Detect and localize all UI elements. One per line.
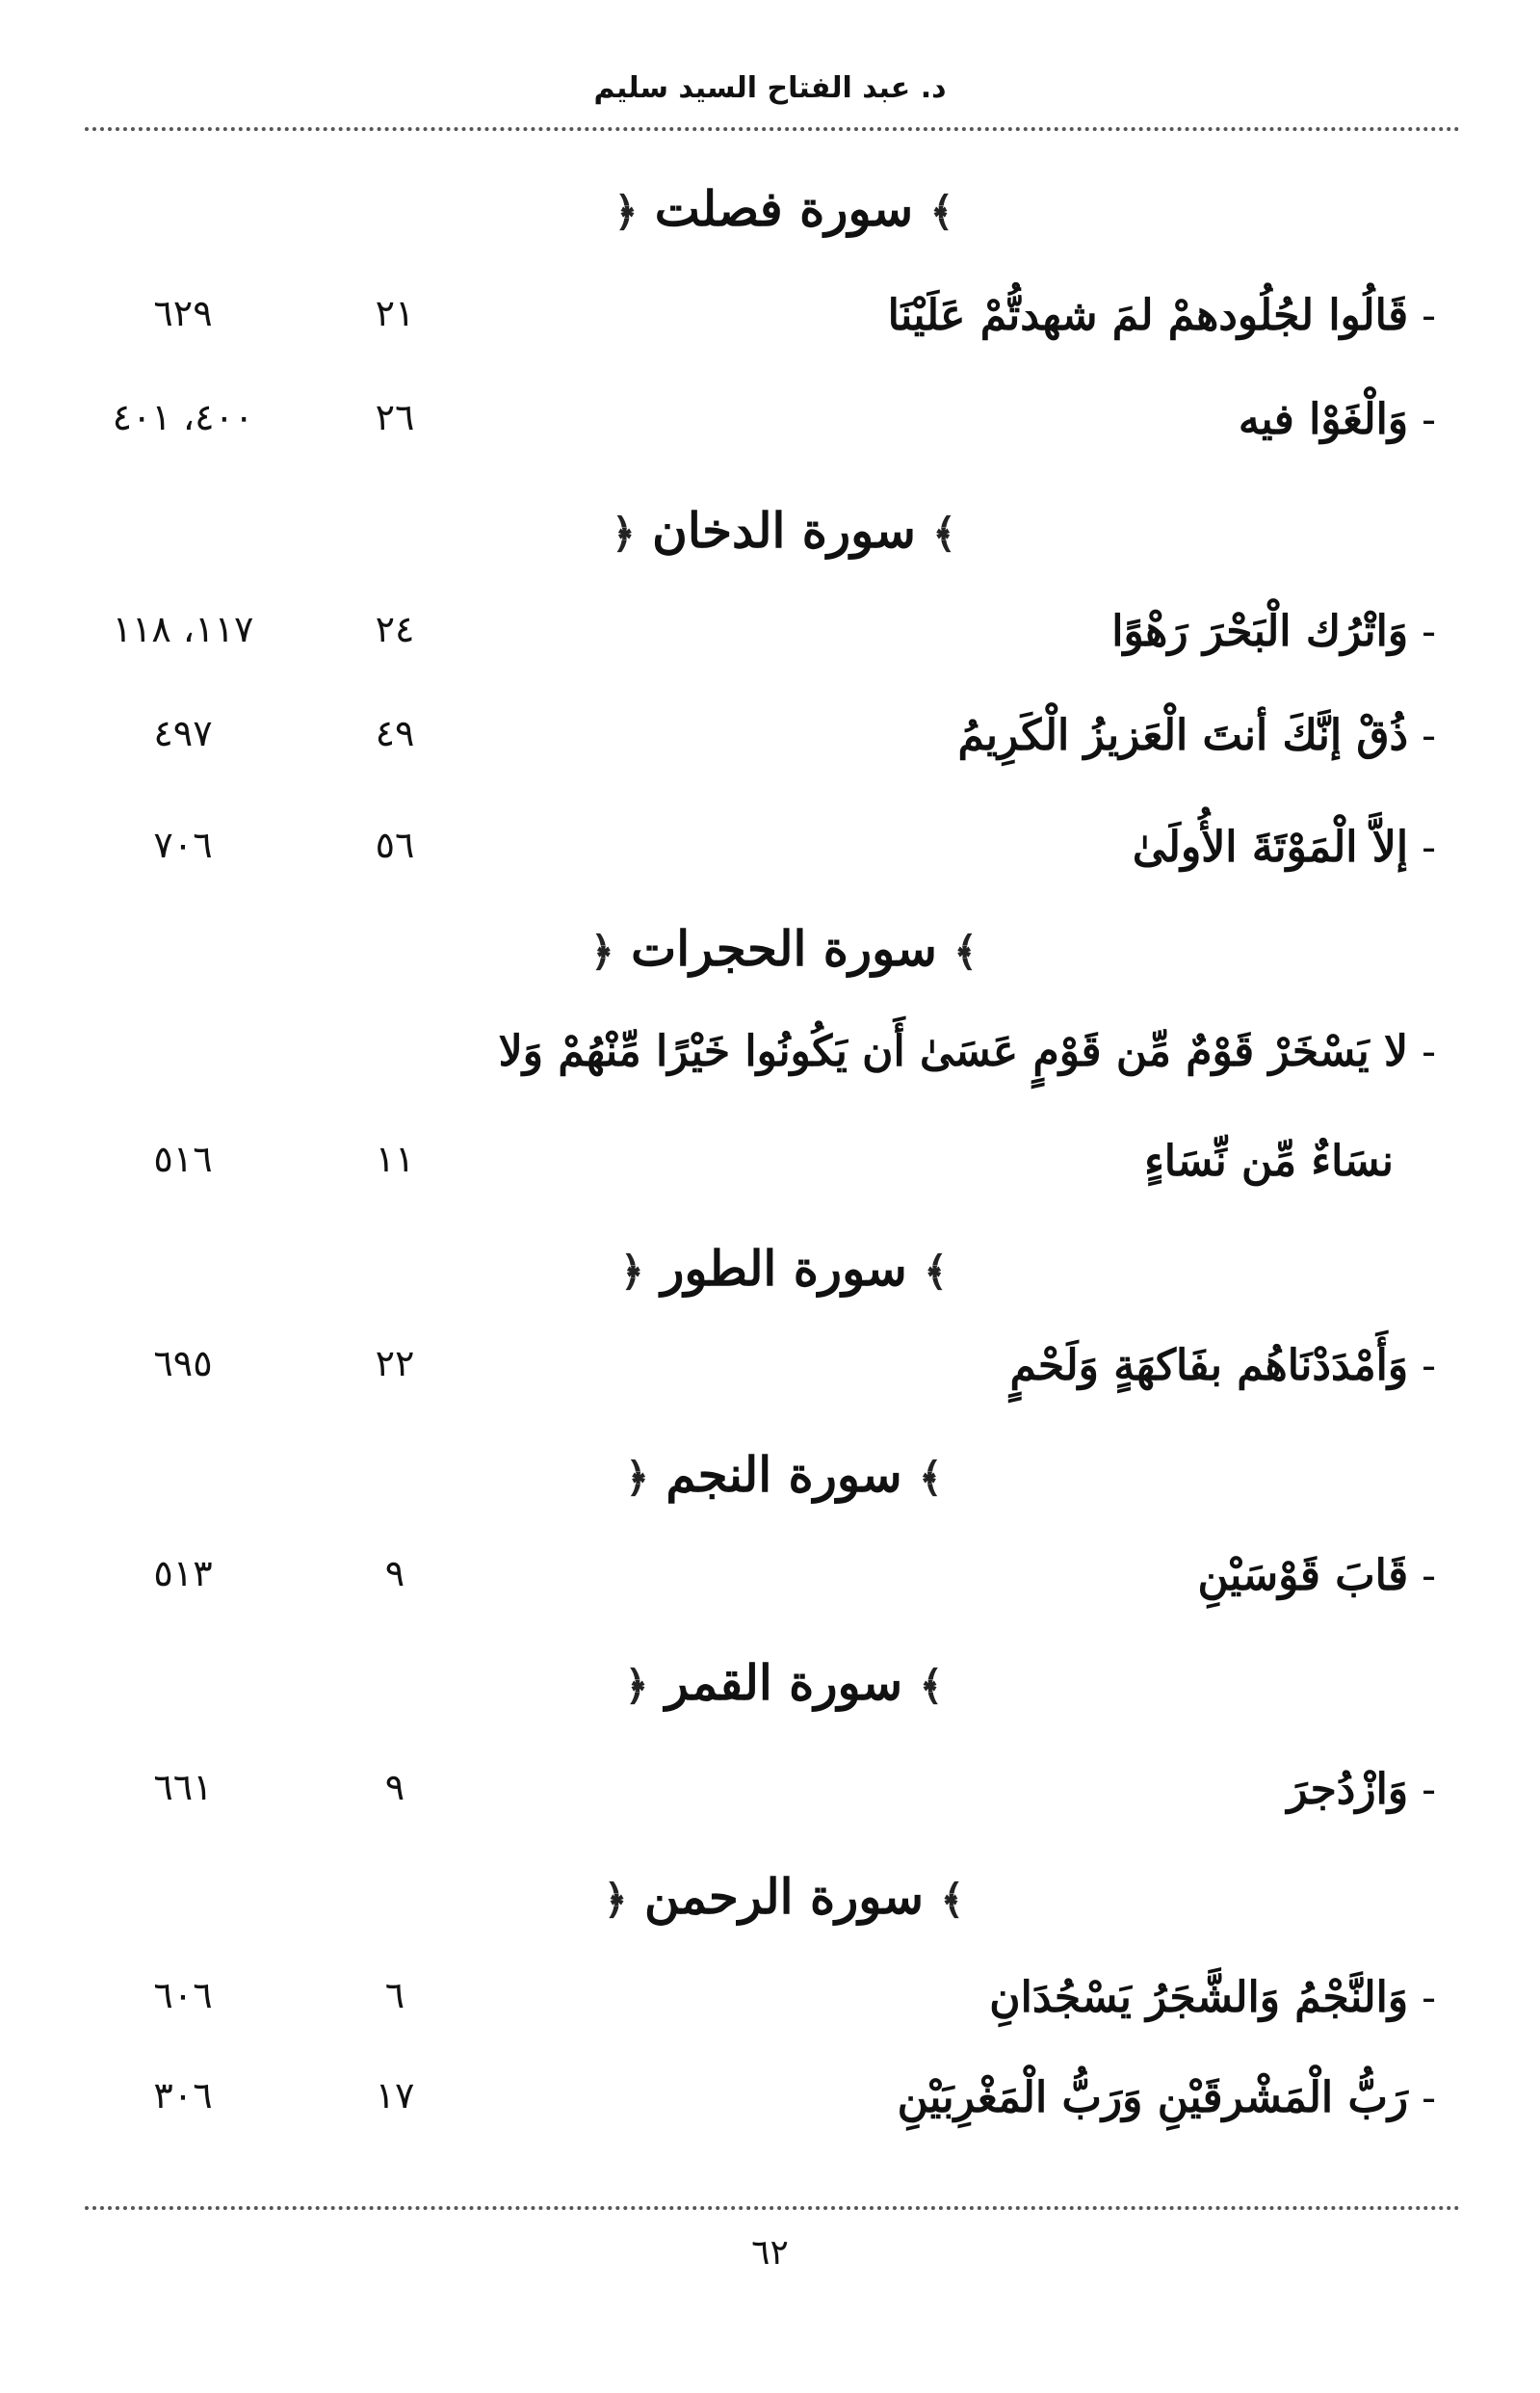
verse-continuation: نسَاءٌ مِّن نِّسَاءٍ bbox=[1144, 1137, 1394, 1186]
surah-title: سورة الرحمن bbox=[643, 1868, 925, 1925]
ayah-number: ٢١ bbox=[375, 292, 415, 334]
verse-text: قَابَ قَوْسَيْنِ bbox=[1197, 1551, 1409, 1600]
surah-title: سورة فصلت bbox=[654, 180, 914, 237]
ayah-number: ١٧ bbox=[375, 2074, 415, 2117]
surah-title: سورة النجم bbox=[666, 1446, 902, 1503]
ornament-close: ﴿ bbox=[590, 928, 614, 975]
bottom-rule bbox=[85, 2206, 1460, 2210]
ayah-number: ٢٤ bbox=[375, 608, 415, 650]
surah-title: سورة الطور bbox=[661, 1240, 907, 1297]
verse-text: قَالُوا لجُلُودهمْ لمَ شهدتُّمْ عَلَيْنَا bbox=[887, 291, 1409, 340]
ornament-close: ﴿ bbox=[624, 1662, 649, 1709]
page-reference: ٦٦١ bbox=[153, 1766, 213, 1808]
running-head: د. عبد الفتاح السيد سليم bbox=[593, 71, 947, 105]
ornament-close: ﴿ bbox=[603, 1876, 628, 1923]
page-reference: ٥١٣ bbox=[153, 1552, 213, 1594]
ornament-open: ﴾ bbox=[919, 1454, 943, 1501]
surah-title: سورة الدخان bbox=[652, 502, 916, 559]
ayah-number: ٩ bbox=[384, 1552, 405, 1594]
verse-text: لا يَسْخَرْ قَوْمٌ مِّن قَوْمٍ عَسَىٰ أَن يَكُونُوا خَيْرًا مِّنْهُمْ وَلا bbox=[498, 1027, 1409, 1076]
ornament-open: ﴾ bbox=[932, 510, 956, 557]
ornament-open: ﴾ bbox=[929, 188, 954, 235]
verse-text: وَالْغَوْا فيه bbox=[1238, 395, 1409, 444]
top-rule bbox=[85, 127, 1460, 131]
verse-text: وَأَمْدَدْنَاهُم بفَاكهَةٍ وَلَحْمٍ bbox=[1009, 1341, 1409, 1390]
ayah-number: ٥٦ bbox=[375, 824, 415, 866]
page-reference: ٦٠٦ bbox=[153, 1974, 213, 2016]
index-page: د. عبد الفتاح السيد سليم ﴾ سورة فصلت ﴿ -قَالُوا لجُلُودهمْ لمَ شهدتُّمْ عَلَيْنَا ٢١ ٦٢٩ -وَالْغَوْا فيه ٢٦ ٤٠٠، ٤٠١ ﴾ سورة الدخان ﴿ -وَاتْرُك الْبَحْرَ رَهْوًا ٢٤ ١١٧، ١١٨ -ذُقْ إنَّكَ أنتَ الْعَزيزُ الْكَرِيمُ ٤٩ ٤٩٧ -إلاَّ الْمَوْتَةَ الأُولَىٰ ٥٦ ٧٠٦ ﴾ سورة الحجرات ﴿ -لا يَسْخَرْ قَوْمٌ مِّن قَوْمٍ عَسَىٰ أَن يَكُونُوا خَيْرًا مِّنْهُمْ وَلا نسَاءٌ مِّن نِّسَاءٍ ١١ ٥١٦ ﴾ سورة الطور ﴿ -وَأَمْدَدْنَاهُم بفَاكهَةٍ وَلَحْمٍ ٢٢ ٦٩٥ ﴾ سورة النجم ﴿ -قَابَ قَوْسَيْنِ ٩ ٥١٣ ﴾ سورة القمر ﴿ -وَازْدُجرَ ٩ ٦٦١ ﴾ سورة الرحمن ﴿ -وَالنَّجْمُ وَالشَّجَرُ يَسْجُدَانِ ٦ ٦٠٦ -رَبُّ الْمَشْرقَيْنِ وَرَبُّ الْمَغْرِبَيْنِ ١٧ ٣٠٦ ٦٢ bbox=[0, 0, 1540, 2393]
page-reference: ٥١٦ bbox=[153, 1138, 213, 1180]
verse-text: إلاَّ الْمَوْتَةَ الأُولَىٰ bbox=[1132, 823, 1409, 872]
page-reference: ٤٩٧ bbox=[153, 712, 213, 754]
ayah-number: ٩ bbox=[384, 1766, 405, 1808]
ayah-number: ٢٦ bbox=[375, 396, 415, 438]
page-number: ٦٢ bbox=[751, 2233, 789, 2273]
page-reference: ٣٠٦ bbox=[153, 2074, 213, 2117]
surah-title: سورة الحجرات bbox=[631, 920, 937, 977]
page-reference: ١١٧، ١١٨ bbox=[112, 608, 254, 650]
ornament-open: ﴾ bbox=[940, 1876, 965, 1923]
ornament-close: ﴿ bbox=[613, 188, 639, 235]
ayah-number: ٤٩ bbox=[375, 712, 415, 754]
ayah-number: ٦ bbox=[384, 1974, 405, 2016]
verse-text: ذُقْ إنَّكَ أنتَ الْعَزيزُ الْكَرِيمُ bbox=[957, 711, 1409, 760]
ornament-close: ﴿ bbox=[620, 1248, 644, 1295]
ornament-close: ﴿ bbox=[612, 510, 636, 557]
ayah-number: ١١ bbox=[375, 1138, 415, 1180]
surah-title: سورة القمر bbox=[665, 1654, 903, 1711]
ayah-number: ٢٢ bbox=[375, 1342, 415, 1384]
page-reference: ٦٩٥ bbox=[153, 1342, 213, 1384]
ornament-open: ﴾ bbox=[919, 1662, 944, 1709]
verse-text: وَازْدُجرَ bbox=[1287, 1765, 1409, 1814]
ornament-close: ﴿ bbox=[625, 1454, 649, 1501]
verse-text: رَبُّ الْمَشْرقَيْنِ وَرَبُّ الْمَغْرِبَيْنِ bbox=[897, 2073, 1409, 2122]
verse-text: وَاتْرُك الْبَحْرَ رَهْوًا bbox=[1111, 607, 1409, 656]
page-reference: ٦٢٩ bbox=[153, 292, 213, 334]
ornament-open: ﴾ bbox=[953, 928, 978, 975]
page-reference: ٤٠٠، ٤٠١ bbox=[112, 396, 254, 438]
verse-text: وَالنَّجْمُ وَالشَّجَرُ يَسْجُدَانِ bbox=[989, 1973, 1409, 2022]
ornament-open: ﴾ bbox=[924, 1248, 948, 1295]
page-reference: ٧٠٦ bbox=[153, 824, 213, 866]
